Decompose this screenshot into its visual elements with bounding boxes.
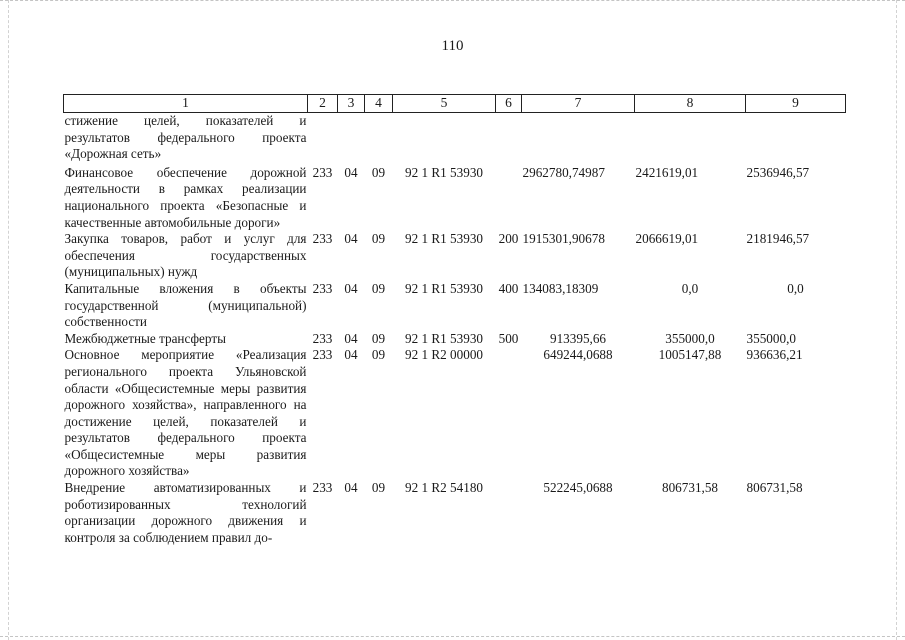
page-number: 110 (441, 38, 464, 54)
cell-ministry: 233 (312, 231, 333, 247)
cell-amount-col9: 2536946,57 (746, 164, 810, 180)
cell-expense-type: 200 (498, 231, 519, 247)
cell-ministry: 233 (312, 280, 333, 296)
row-name: Закупка товаров, работ и услуг для обеспечения государственных (муниципальных) нужд (64, 231, 307, 280)
cell-section: 04 (344, 347, 358, 363)
cell-expense-type: 400 (498, 280, 519, 296)
column-number-row (64, 95, 846, 113)
cell-expense-type: 500 (498, 330, 519, 346)
row-name: Межбюджетные трансферты (64, 330, 226, 346)
col-header-6: 6 (496, 95, 522, 113)
cell-amount-col8: 2066619,01 (635, 231, 699, 247)
cell-amount-col7: 2962780,74987 (522, 164, 605, 180)
col-header-7: 7 (522, 95, 635, 113)
cell-ministry: 233 (312, 164, 333, 180)
scan-edge-top (0, 0, 905, 5)
cell-ministry: 233 (312, 330, 333, 346)
cell-subsection: 09 (371, 330, 386, 346)
table-row (64, 281, 846, 331)
cell-amount-col7: 134083,18309 (522, 280, 599, 296)
cell-target-article: 92 1 R1 53930 (404, 231, 484, 247)
cell-subsection: 09 (371, 480, 386, 496)
cell-amount-col9: 0,0 (787, 280, 804, 296)
cell-amount-col8: 2421619,01 (635, 164, 699, 180)
cell-amount-col8 (635, 113, 746, 165)
budget-table (63, 94, 846, 546)
cell-subsection: 09 (371, 347, 386, 363)
col-header-8: 8 (635, 95, 746, 113)
cell-expense-type (496, 347, 522, 480)
cell-amount-col7: 649244,0688 (543, 347, 613, 363)
table-row (64, 165, 846, 231)
cell-subsection: 09 (371, 280, 386, 296)
cell-target-article: 92 1 R2 00000 (404, 347, 484, 363)
cell-ministry: 233 (312, 480, 333, 496)
row-name: Капитальные вложения в объекты государственной (муниципальной) собственности (64, 280, 307, 330)
cell-ministry: 233 (312, 347, 333, 363)
table-row (64, 231, 846, 281)
cell-subsection (365, 113, 393, 165)
scan-edge-bottom (0, 636, 905, 637)
cell-target-article (393, 113, 496, 165)
cell-amount-col9: 355000,0 (746, 330, 796, 346)
cell-amount-col9: 806731,58 (746, 480, 803, 496)
cell-target-article: 92 1 R1 53930 (404, 280, 484, 296)
cell-subsection: 09 (371, 231, 386, 247)
cell-section: 04 (344, 330, 358, 346)
table-row (64, 347, 846, 480)
cell-ministry (308, 113, 338, 165)
col-header-3: 3 (338, 95, 365, 113)
scan-edge-left (8, 0, 9, 640)
table-row (64, 331, 846, 348)
scan-edge-right (896, 0, 897, 640)
table-row (64, 480, 846, 546)
cell-expense-type (496, 165, 522, 231)
cell-section: 04 (344, 480, 358, 496)
col-header-9: 9 (746, 95, 846, 113)
cell-section: 04 (344, 280, 358, 296)
cell-amount-col8: 355000,0 (665, 330, 715, 346)
cell-amount-col8: 806731,58 (661, 480, 719, 496)
cell-subsection: 09 (371, 164, 386, 180)
row-name: стижение целей, показателей и результатов федерального проекта «Дорожная сеть» (64, 113, 307, 162)
cell-amount-col9: 2181946,57 (746, 231, 810, 247)
cell-target-article: 92 1 R1 53930 (404, 330, 484, 346)
cell-amount-col7: 1915301,90678 (522, 231, 605, 247)
col-header-1: 1 (64, 95, 308, 113)
cell-amount-col7: 913395,66 (549, 330, 607, 346)
cell-amount-col9: 936636,21 (746, 347, 803, 363)
row-name: Внедрение автоматизированных и роботизированных технологий организации дорожного движения и контроля за соблюдением правил до- (64, 480, 307, 545)
cell-section (338, 113, 365, 165)
cell-section: 04 (344, 164, 358, 180)
cell-amount-col8: 0,0 (681, 280, 699, 296)
col-header-5: 5 (393, 95, 496, 113)
cell-amount-col7 (522, 113, 635, 165)
col-header-2: 2 (308, 95, 338, 113)
cell-target-article: 92 1 R1 53930 (404, 164, 484, 180)
cell-section: 04 (344, 231, 358, 247)
col-header-4: 4 (365, 95, 393, 113)
row-name: Финансовое обеспечение дорожной деятельности в рамках реализации национального проекта «Безопасные и качественные автомобильные дороги» (64, 164, 307, 230)
cell-target-article: 92 1 R2 54180 (404, 480, 484, 496)
table-row (64, 113, 846, 165)
cell-amount-col7: 522245,0688 (543, 480, 613, 496)
cell-expense-type (496, 480, 522, 546)
cell-amount-col9 (746, 113, 846, 165)
row-name: Основное мероприятие «Реализация регионального проекта Ульяновской области «Общесистемные меры развития дорожного хозяйства», направленного на достижение целей, показателей и результатов федерального проекта «Общесистемные меры развития дорожного хозяйства» (64, 347, 307, 479)
cell-expense-type (496, 113, 522, 165)
cell-amount-col8: 1005147,88 (658, 347, 722, 363)
